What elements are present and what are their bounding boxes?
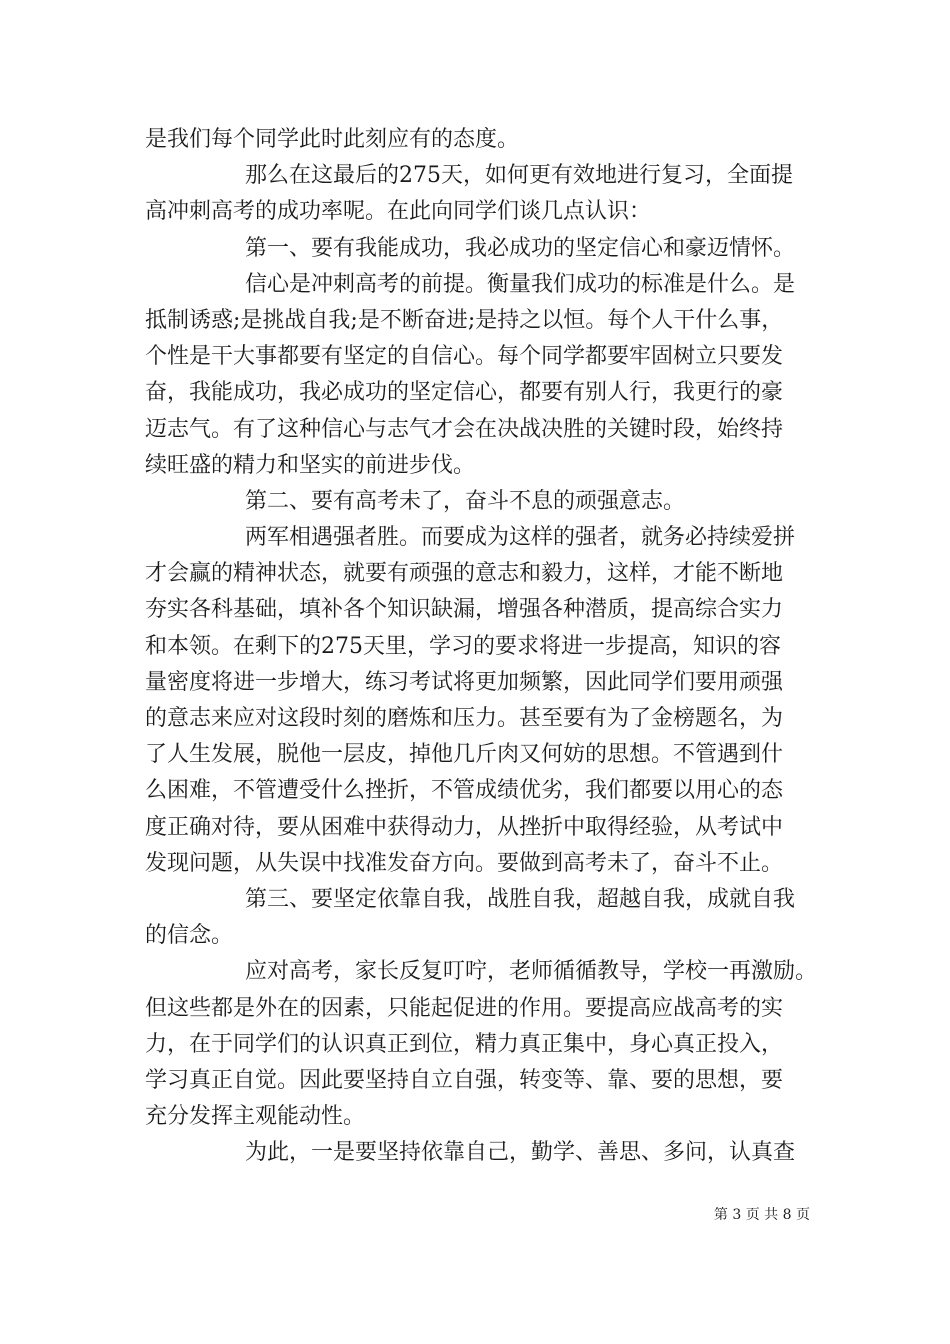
text-line: 的意志来应对这段时刻的磨炼和压力。甚至要有为了金榜题名，为 [145, 706, 784, 731]
text-line: 充分发挥主观能动性。 [145, 1104, 366, 1130]
text-line: 奋，我能成功，我必成功的坚定信心，都要有别人行，我更行的豪 [145, 380, 784, 406]
text-line: 抵制诱惑;是挑战自我;是不断奋进;是持之以恒。每个人干什么事， [145, 307, 784, 333]
text-line: 夯实各科基础，填补各个知识缺漏，增强各种潜质，提高综合实力 [145, 597, 784, 623]
text-line: 才会赢的精神状态，就要有顽强的意志和毅力，这样，才能不断地 [145, 561, 784, 587]
text-line: 和本领。在剩下的275天里，学习的要求将进一步提高，知识的容 [145, 633, 781, 659]
text-line: 第二、要有高考未了，奋斗不息的顽强意志。 [245, 488, 686, 514]
text-line: 了人生发展，脱他一层皮，掉他几斤肉又何妨的思想。不管遇到什 [145, 742, 784, 768]
text-line: 么困难，不管遭受什么挫折，不管成绩优劣，我们都要以用心的态 [145, 778, 784, 804]
document-body [145, 122, 825, 1171]
text-line: 续旺盛的精力和坚实的前进步伐。 [145, 452, 476, 478]
text-line: 的信念。 [145, 923, 234, 949]
text-line: 第一、要有我能成功，我必成功的坚定信心和豪迈情怀。 [245, 235, 796, 261]
text-line: 那么在这最后的275天，如何更有效地进行复习，全面提 [245, 163, 793, 189]
text-line: 是我们每个同学此时此刻应有的态度。 [145, 127, 520, 152]
text-line: 第三、要坚定依靠自我，战胜自我，超越自我，成就自我 [245, 886, 796, 912]
text-line: 高冲刺高考的成功率呢。在此向同学们谈几点认识： [145, 199, 652, 225]
text-line: 迈志气。有了这种信心与志气才会在决战决胜的关键时段，始终持 [145, 416, 784, 442]
text-line: 信心是冲刺高考的前提。衡量我们成功的标准是什么。是 [245, 271, 796, 297]
text-line: 发现问题，从失误中找准发奋方向。要做到高考未了，奋斗不止。 [145, 850, 784, 876]
text-line: 两军相遇强者胜。而要成为这样的强者，就务必持续爱拼 [245, 525, 796, 551]
text-line: 度正确对待，要从困难中获得动力，从挫折中取得经验，从考试中 [145, 814, 784, 840]
text-line: 学习真正自觉。因此要坚持自立自强，转变等、靠、要的思想，要 [145, 1067, 784, 1093]
text-line: 应对高考，家长反复叮咛，老师循循教导，学校一再激励。 [245, 959, 818, 985]
text-line: 为此，一是要坚持依靠自己，勤学、善思、多问，认真查 [245, 1140, 796, 1166]
text-line: 量密度将进一步增大，练习考试将更加频繁，因此同学们要用顽强 [145, 669, 784, 695]
text-line: 力，在于同学们的认识真正到位，精力真正集中，身心真正投入， [145, 1031, 784, 1057]
page-number-footer: 第 3 页 共 8 页 [713, 1207, 810, 1223]
text-line: 但这些都是外在的因素，只能起促进的作用。要提高应战高考的实 [145, 995, 784, 1021]
text-line: 个性是干大事都要有坚定的自信心。每个同学都要牢固树立只要发 [145, 344, 784, 370]
